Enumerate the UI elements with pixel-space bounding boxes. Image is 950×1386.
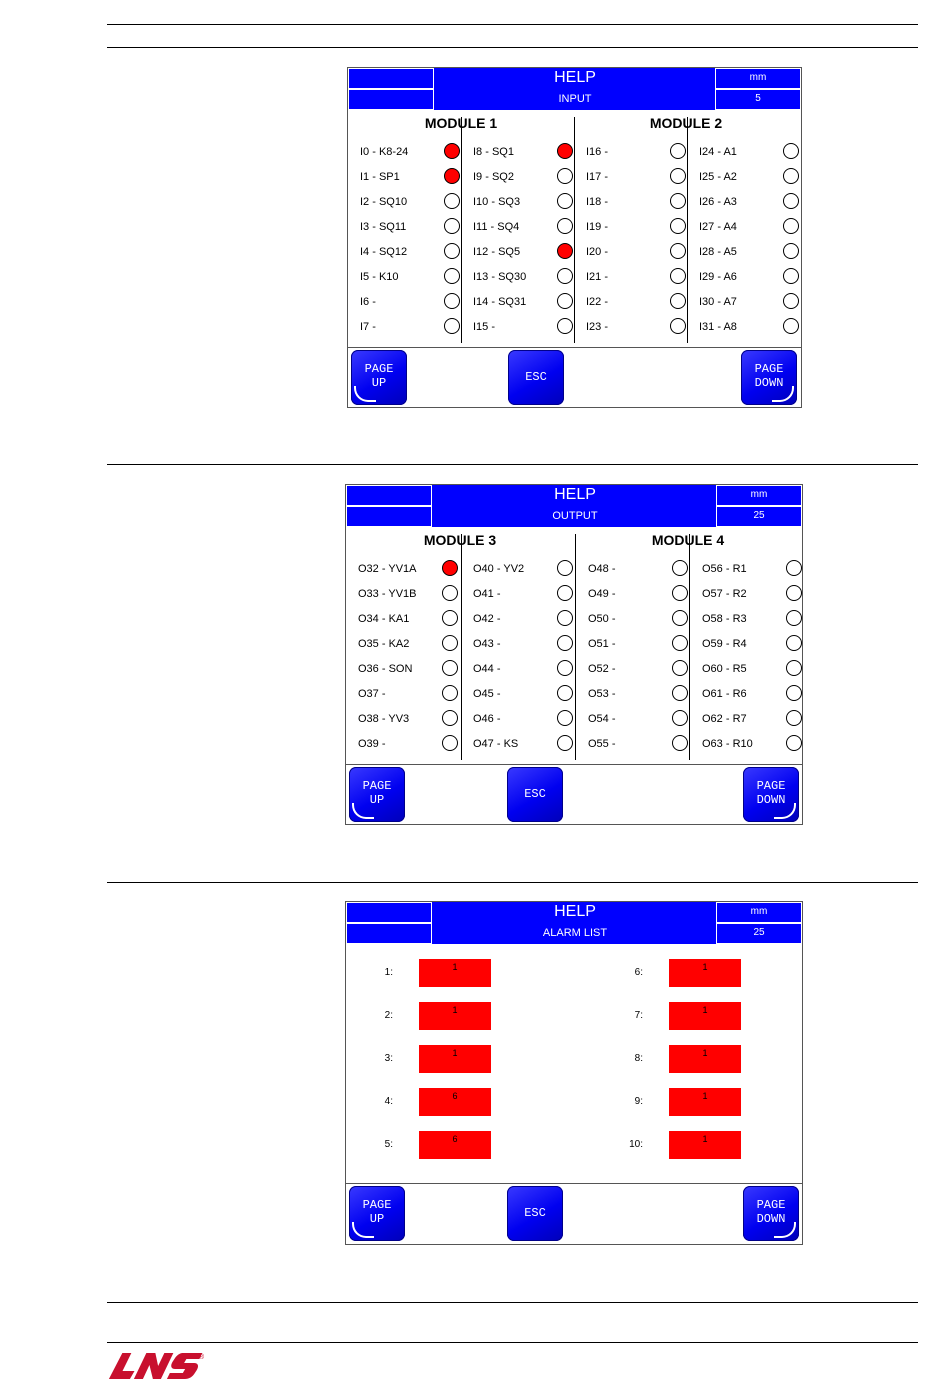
io-label: O33 - YV1B: [358, 588, 417, 600]
status-indicator-icon: [442, 735, 458, 751]
alarm-code: 1: [419, 1045, 491, 1073]
status-indicator-icon: [672, 610, 688, 626]
io-point: [588, 685, 688, 705]
io-point: [358, 735, 458, 755]
status-indicator-icon: [557, 218, 573, 234]
status-indicator-icon: [557, 735, 573, 751]
page-rule: [107, 882, 918, 883]
status-indicator-icon: [557, 243, 573, 259]
esc-button[interactable]: [508, 350, 564, 405]
io-label: O34 - KA1: [358, 613, 410, 625]
column-divider: [461, 534, 462, 760]
io-label: I9 - SQ2: [473, 171, 514, 183]
io-label: I7 -: [360, 321, 376, 333]
status-indicator-icon: [444, 168, 460, 184]
io-point: [360, 168, 460, 188]
io-point: [702, 710, 802, 730]
status-indicator-icon: [442, 585, 458, 601]
button-label: ESC: [524, 1206, 546, 1220]
io-point: [699, 193, 799, 213]
status-indicator-icon: [444, 268, 460, 284]
alarm-entry: [621, 1002, 751, 1030]
io-point: [360, 243, 460, 263]
logo-mark: [107, 1351, 207, 1381]
alarm-code: 1: [669, 959, 741, 987]
alarm-entry: [621, 959, 751, 987]
unit-label: mm: [750, 489, 768, 500]
unit-label: mm: [749, 72, 767, 83]
alarm-number: 2:: [384, 1010, 393, 1021]
io-label: I18 -: [586, 196, 609, 208]
io-label: I4 - SQ12: [360, 246, 408, 258]
divider: [348, 347, 801, 348]
io-point: [588, 635, 688, 655]
page-up-button[interactable]: [349, 767, 405, 822]
io-label: O48 -: [588, 563, 616, 575]
status-indicator-icon: [442, 685, 458, 701]
io-label: I8 - SQ1: [473, 146, 514, 158]
alarm-number: 4:: [384, 1096, 393, 1107]
io-point: [473, 560, 573, 580]
module-title: MODULE 4: [651, 532, 725, 548]
status-indicator-icon: [672, 710, 688, 726]
io-point: [586, 168, 686, 188]
page-rule: [107, 464, 918, 465]
alarm-code: 1: [419, 959, 491, 987]
status-indicator-icon: [557, 610, 573, 626]
io-point: [702, 585, 802, 605]
io-point: [586, 318, 686, 338]
page-rule: [107, 1302, 918, 1303]
unit-value: 25: [753, 927, 765, 938]
io-point: [473, 318, 573, 338]
io-point: [588, 660, 688, 680]
esc-button[interactable]: [507, 1186, 563, 1241]
io-point: [473, 243, 573, 263]
status-indicator-icon: [442, 660, 458, 676]
io-label: O36 - SON: [358, 663, 413, 675]
status-indicator-icon: [557, 143, 573, 159]
status-indicator-icon: [786, 735, 802, 751]
unit-label: mm: [750, 906, 768, 917]
io-point: [358, 660, 458, 680]
status-indicator-icon: [442, 610, 458, 626]
io-point: [473, 635, 573, 655]
io-point: [588, 585, 688, 605]
io-label: I2 - SQ10: [360, 196, 408, 208]
io-label: I15 -: [473, 321, 496, 333]
status-indicator-icon: [783, 293, 799, 309]
io-label: I22 -: [586, 296, 609, 308]
io-label: O32 - YV1A: [358, 563, 417, 575]
status-indicator-icon: [672, 685, 688, 701]
io-label: I13 - SQ30: [473, 271, 527, 283]
io-label: O58 - R3: [702, 613, 747, 625]
io-point: [473, 610, 573, 630]
module-title: MODULE 3: [423, 532, 497, 548]
io-point: [702, 635, 802, 655]
page-rule-footer: [107, 1342, 918, 1343]
io-label: O42 -: [473, 613, 501, 625]
alarm-number: 5:: [384, 1139, 393, 1150]
alarm-entry: [371, 1045, 501, 1073]
io-label: I6 -: [360, 296, 376, 308]
esc-button[interactable]: [507, 767, 563, 822]
screen-header: [348, 68, 801, 110]
io-point: [586, 293, 686, 313]
io-label: I10 - SQ3: [473, 196, 521, 208]
io-point: [699, 143, 799, 163]
io-point: [360, 268, 460, 288]
screen-title: HELP: [554, 69, 596, 86]
button-label: PAGE: [362, 1198, 392, 1212]
alarm-code: 1: [419, 1002, 491, 1030]
io-label: O51 -: [588, 638, 616, 650]
io-label: I20 -: [586, 246, 609, 258]
alarm-number: 8:: [634, 1053, 643, 1064]
status-indicator-icon: [670, 218, 686, 234]
io-point: [473, 585, 573, 605]
status-indicator-icon: [444, 193, 460, 209]
io-label: O37 -: [358, 688, 386, 700]
io-label: I19 -: [586, 221, 609, 233]
io-label: I28 - A5: [699, 246, 737, 258]
io-label: I16 -: [586, 146, 609, 158]
status-indicator-icon: [672, 735, 688, 751]
button-label: UP: [369, 793, 385, 807]
module-title: MODULE 2: [649, 115, 723, 131]
status-indicator-icon: [783, 318, 799, 334]
alarm-code: 1: [669, 1002, 741, 1030]
io-point: [699, 268, 799, 288]
status-indicator-icon: [670, 143, 686, 159]
io-point: [358, 710, 458, 730]
status-indicator-icon: [557, 168, 573, 184]
page-down-button[interactable]: [743, 1186, 799, 1241]
io-point: [586, 143, 686, 163]
status-indicator-icon: [557, 318, 573, 334]
io-label: O35 - KA2: [358, 638, 410, 650]
page-down-button[interactable]: [743, 767, 799, 822]
io-point: [473, 143, 573, 163]
status-indicator-icon: [786, 710, 802, 726]
status-indicator-icon: [783, 193, 799, 209]
io-label: O40 - YV2: [473, 563, 525, 575]
alarm-code: 6: [419, 1088, 491, 1116]
unit-value: 5: [755, 93, 761, 104]
io-point: [473, 293, 573, 313]
io-label: I25 - A2: [699, 171, 737, 183]
button-label: UP: [369, 1212, 385, 1226]
status-indicator-icon: [670, 318, 686, 334]
io-point: [699, 218, 799, 238]
button-label: PAGE: [756, 1198, 786, 1212]
io-point: [586, 193, 686, 213]
io-point: [360, 193, 460, 213]
alarm-entry: [621, 1045, 751, 1073]
alarm-code: 6: [419, 1131, 491, 1159]
status-indicator-icon: [442, 560, 458, 576]
io-label: I5 - K10: [360, 271, 399, 283]
status-indicator-icon: [442, 635, 458, 651]
alarm-code: 1: [669, 1131, 741, 1159]
io-point: [473, 710, 573, 730]
status-indicator-icon: [786, 635, 802, 651]
alarm-entry: [371, 959, 501, 987]
io-point: [360, 318, 460, 338]
io-point: [586, 218, 686, 238]
io-point: [588, 710, 688, 730]
status-indicator-icon: [557, 660, 573, 676]
status-indicator-icon: [783, 143, 799, 159]
io-label: I14 - SQ31: [473, 296, 527, 308]
io-label: I0 - K8-24: [360, 146, 409, 158]
input-help-screen: [347, 67, 802, 408]
page-up-button[interactable]: [351, 350, 407, 405]
status-indicator-icon: [672, 585, 688, 601]
status-indicator-icon: [444, 318, 460, 334]
status-indicator-icon: [786, 585, 802, 601]
output-help-screen: [345, 484, 803, 825]
io-point: [588, 560, 688, 580]
io-point: [699, 293, 799, 313]
button-label: ESC: [525, 370, 547, 384]
io-label: O46 -: [473, 713, 501, 725]
io-point: [358, 685, 458, 705]
io-label: O43 -: [473, 638, 501, 650]
status-indicator-icon: [783, 218, 799, 234]
status-indicator-icon: [557, 685, 573, 701]
io-label: I12 - SQ5: [473, 246, 521, 258]
io-label: O39 -: [358, 738, 386, 750]
io-label: I17 -: [586, 171, 609, 183]
alarm-number: 7:: [634, 1010, 643, 1021]
screen-subtitle: INPUT: [558, 93, 592, 105]
screen-title: HELP: [554, 486, 596, 503]
io-point: [586, 243, 686, 263]
io-point: [473, 168, 573, 188]
io-label: O52 -: [588, 663, 616, 675]
button-label: PAGE: [756, 779, 786, 793]
divider: [346, 1183, 802, 1184]
module-title: MODULE 1: [424, 115, 498, 131]
status-indicator-icon: [670, 268, 686, 284]
io-label: O45 -: [473, 688, 501, 700]
button-label: PAGE: [754, 362, 784, 376]
io-label: O63 - R10: [702, 738, 753, 750]
io-point: [702, 660, 802, 680]
io-label: O59 - R4: [702, 638, 747, 650]
screen-header: [346, 485, 802, 527]
io-point: [473, 685, 573, 705]
io-label: I31 - A8: [699, 321, 737, 333]
alarm-number: 10:: [629, 1139, 643, 1150]
io-label: O44 -: [473, 663, 501, 675]
alarm-code: 1: [669, 1088, 741, 1116]
io-point: [358, 585, 458, 605]
screen-subtitle: OUTPUT: [552, 510, 598, 522]
status-indicator-icon: [444, 293, 460, 309]
status-indicator-icon: [786, 610, 802, 626]
io-point: [702, 735, 802, 755]
unit-value: 25: [753, 510, 765, 521]
io-point: [586, 268, 686, 288]
status-indicator-icon: [444, 243, 460, 259]
alarm-entry: [621, 1131, 751, 1159]
button-label: DOWN: [756, 793, 786, 807]
button-label: DOWN: [754, 376, 784, 390]
status-indicator-icon: [670, 168, 686, 184]
io-point: [360, 293, 460, 313]
io-label: I30 - A7: [699, 296, 737, 308]
io-point: [360, 218, 460, 238]
io-point: [473, 193, 573, 213]
io-label: O56 - R1: [702, 563, 747, 575]
status-indicator-icon: [670, 243, 686, 259]
io-label: O41 -: [473, 588, 501, 600]
status-indicator-icon: [672, 635, 688, 651]
io-label: I23 -: [586, 321, 609, 333]
status-indicator-icon: [786, 560, 802, 576]
alarm-entry: [371, 1088, 501, 1116]
alarm-code: 1: [669, 1045, 741, 1073]
status-indicator-icon: [557, 635, 573, 651]
io-point: [699, 168, 799, 188]
io-label: O50 -: [588, 613, 616, 625]
io-point: [473, 268, 573, 288]
alarm-number: 1:: [384, 967, 393, 978]
page-up-button[interactable]: [349, 1186, 405, 1241]
io-label: O49 -: [588, 588, 616, 600]
io-label: I21 -: [586, 271, 609, 283]
status-indicator-icon: [786, 660, 802, 676]
io-label: O62 - R7: [702, 713, 747, 725]
screen-subtitle: ALARM LIST: [542, 927, 608, 939]
io-point: [702, 685, 802, 705]
io-label: I26 - A3: [699, 196, 737, 208]
status-indicator-icon: [670, 293, 686, 309]
io-label: O47 - KS: [473, 738, 519, 750]
io-point: [473, 735, 573, 755]
io-label: O57 - R2: [702, 588, 747, 600]
column-divider: [574, 117, 575, 343]
status-indicator-icon: [670, 193, 686, 209]
status-indicator-icon: [557, 560, 573, 576]
status-indicator-icon: [442, 710, 458, 726]
io-point: [702, 610, 802, 630]
io-point: [473, 218, 573, 238]
io-point: [473, 660, 573, 680]
io-point: [588, 735, 688, 755]
registered-mark: ®: [199, 1354, 205, 1361]
company-logo: [107, 1351, 207, 1381]
io-label: O53 -: [588, 688, 616, 700]
column-divider: [689, 534, 690, 760]
io-label: I24 - A1: [699, 146, 737, 158]
io-point: [358, 560, 458, 580]
status-indicator-icon: [557, 710, 573, 726]
io-label: I11 - SQ4: [473, 221, 520, 233]
alarm-entry: [371, 1131, 501, 1159]
status-indicator-icon: [672, 560, 688, 576]
io-label: O61 - R6: [702, 688, 747, 700]
io-label: O55 -: [588, 738, 616, 750]
alarm-entry: [621, 1088, 751, 1116]
button-label: DOWN: [756, 1212, 786, 1226]
column-divider: [687, 117, 688, 343]
alarm-number: 6:: [634, 967, 643, 978]
status-indicator-icon: [557, 268, 573, 284]
alarm-entry: [371, 1002, 501, 1030]
io-point: [358, 610, 458, 630]
button-label: UP: [371, 376, 387, 390]
alarm-list-screen: [345, 901, 803, 1245]
button-label: ESC: [524, 787, 546, 801]
status-indicator-icon: [557, 293, 573, 309]
page-rule-header: [107, 47, 918, 48]
status-indicator-icon: [786, 685, 802, 701]
io-label: O60 - R5: [702, 663, 747, 675]
button-label: PAGE: [364, 362, 394, 376]
column-divider: [575, 534, 576, 760]
button-label: PAGE: [362, 779, 392, 793]
status-indicator-icon: [557, 585, 573, 601]
page-down-button[interactable]: [741, 350, 797, 405]
screen-title: HELP: [554, 903, 596, 920]
io-point: [699, 318, 799, 338]
io-label: O54 -: [588, 713, 616, 725]
status-indicator-icon: [444, 218, 460, 234]
status-indicator-icon: [444, 143, 460, 159]
status-indicator-icon: [783, 268, 799, 284]
screen-header: [346, 902, 802, 944]
status-indicator-icon: [672, 660, 688, 676]
status-indicator-icon: [557, 193, 573, 209]
status-indicator-icon: [783, 243, 799, 259]
io-point: [360, 143, 460, 163]
io-point: [702, 560, 802, 580]
io-point: [699, 243, 799, 263]
status-indicator-icon: [783, 168, 799, 184]
alarm-number: 9:: [634, 1096, 643, 1107]
io-label: I27 - A4: [699, 221, 737, 233]
io-point: [588, 610, 688, 630]
column-divider: [461, 117, 462, 343]
page-rule-top: [107, 24, 918, 25]
io-label: I3 - SQ11: [360, 221, 407, 233]
io-label: I29 - A6: [699, 271, 737, 283]
io-point: [358, 635, 458, 655]
io-label: I1 - SP1: [360, 171, 400, 183]
divider: [346, 764, 802, 765]
io-label: O38 - YV3: [358, 713, 410, 725]
alarm-number: 3:: [384, 1053, 393, 1064]
